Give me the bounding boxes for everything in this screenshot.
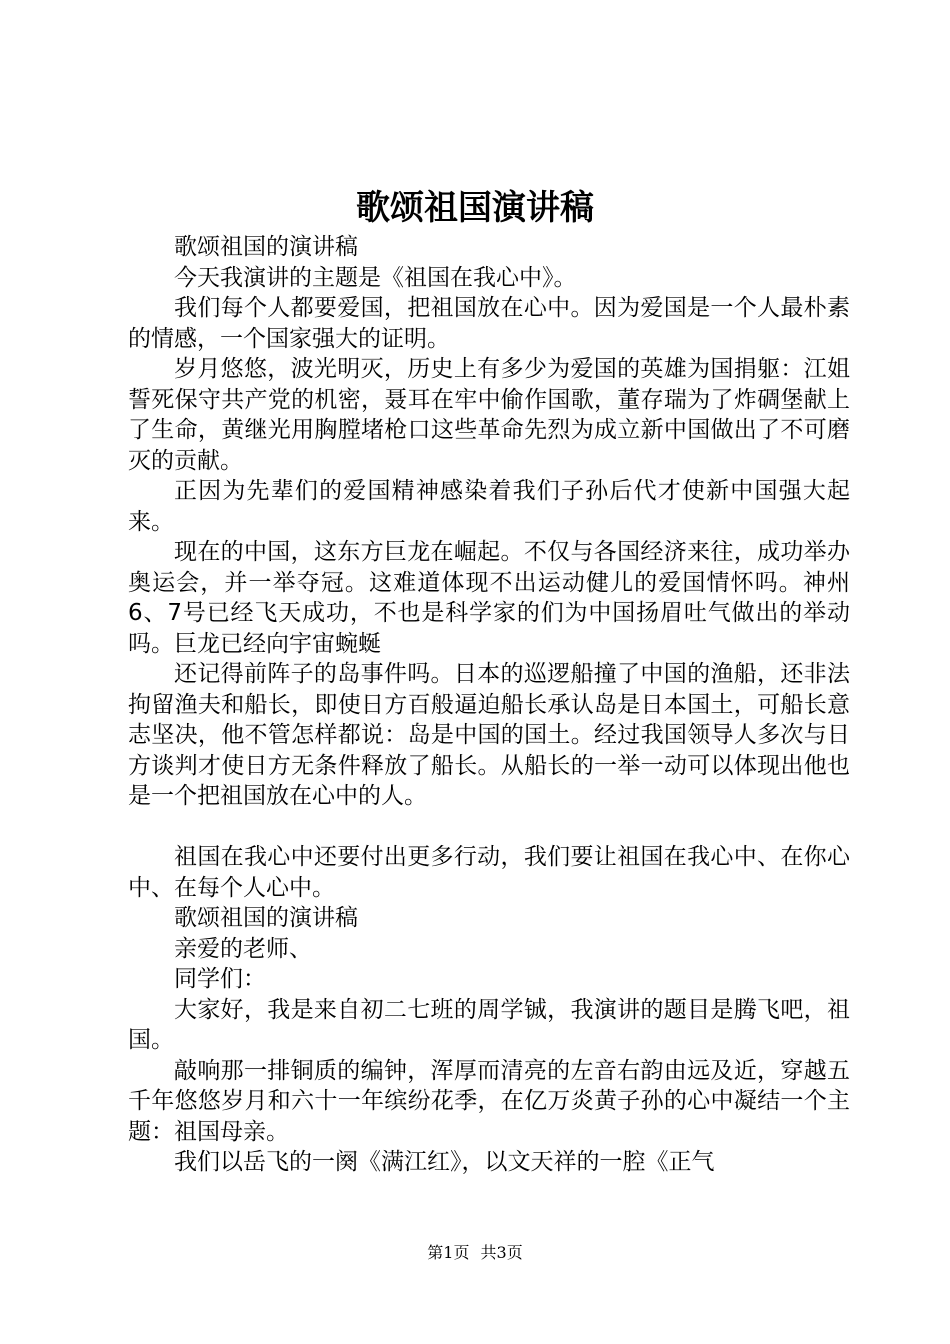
- paragraph: 今天我演讲的主题是《祖国在我心中》。: [174, 264, 577, 291]
- paragraph: 现在的中国，这东方巨龙在崛起。不仅与各国经济来往，成功举办奥运会，并一举夺冠。这难道体现不出运动健儿的爱国情怀吗。神州6、7号已经飞天成功，不也是科学家的们为中国扬眉吐气做出的举动吗。巨龙已经向宇宙蜿蜒: [128, 539, 850, 657]
- paragraph: 我们每个人都要爱国，把祖国放在心中。因为爱国是一个人最朴素的情感，一个国家强大的证明。: [128, 295, 850, 352]
- document-title: 歌颂祖国演讲稿: [356, 188, 594, 228]
- paragraph: 我们以岳飞的一阕《满江红》，以文天祥的一腔《正气: [174, 1149, 715, 1175]
- document-body: [128, 232, 850, 1178]
- paragraph: 敲响那一排铜质的编钟，浑厚而清亮的左音右韵由远及近，穿越五千年悠悠岁月和六十一年缤纷花季，在亿万炎黄子孙的心中凝结一个主题：祖国母亲。: [128, 1057, 850, 1145]
- paragraph: 岁月悠悠，波光明灭，历史上有多少为爱国的英雄为国捐躯：江姐誓死保守共产党的机密，聂耳在牢中偷作国歌，董存瑞为了炸碉堡献上了生命，黄继光用胸膛堵枪口这些革命先烈为成立新中国做出了不可磨灭的贡献。: [128, 356, 850, 474]
- paragraph: 祖国在我心中还要付出更多行动，我们要让祖国在我心中、在你心中、在每个人心中。: [128, 844, 850, 901]
- page-total: 共3页: [480, 1243, 523, 1262]
- paragraph: 歌颂祖国的演讲稿: [174, 234, 358, 260]
- paragraph: 亲爱的老师、: [174, 935, 312, 962]
- page-number: 第1页: [427, 1243, 470, 1262]
- paragraph: 歌颂祖国的演讲稿: [174, 905, 358, 931]
- paragraph: 还记得前阵子的岛事件吗。日本的巡逻船撞了中国的渔船，还非法拘留渔夫和船长，即使日方百般逼迫船长承认岛是日本国土，可船长意志坚决，他不管怎样都说：岛是中国的国土。经过我国领导人多次与日方谈判才使日方无条件释放了船长。从船长的一举一动可以体现出他也是一个把祖国放在心中的人。: [128, 661, 850, 809]
- paragraph: 大家好，我是来自初二七班的周学铖，我演讲的题目是腾飞吧，祖国。: [128, 996, 850, 1053]
- blank-line: [128, 812, 850, 843]
- paragraph: 同学们：: [174, 966, 266, 992]
- page-footer: [0, 1242, 950, 1264]
- paragraph: 正因为先辈们的爱国精神感染着我们子孙后代才使新中国强大起来。: [128, 478, 850, 535]
